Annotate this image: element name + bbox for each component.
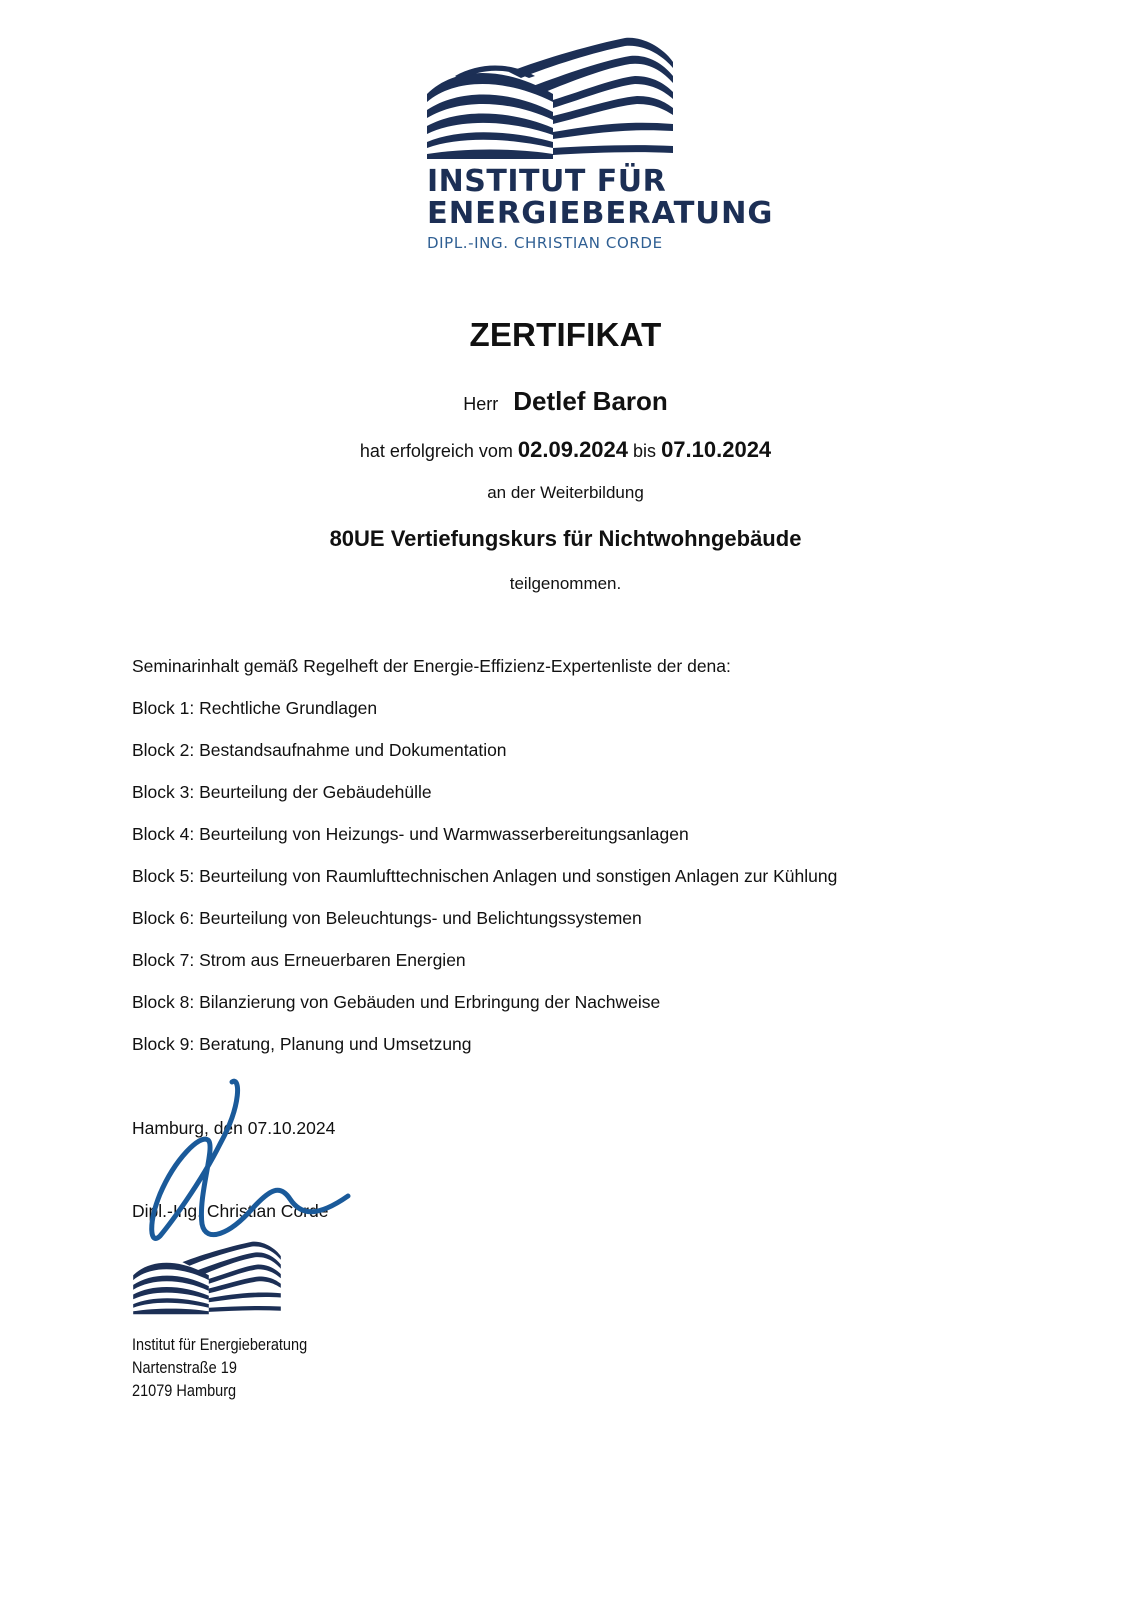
block-item: Block 2: Bestandsaufnahme und Dokumentation	[132, 740, 507, 760]
handwritten-signature	[140, 1074, 360, 1244]
institute-address	[132, 1334, 307, 1403]
address-street: Nartenstraße 19	[132, 1359, 237, 1377]
address-name: Institut für Energieberatung	[132, 1336, 308, 1354]
institute-logo	[425, 36, 785, 258]
address-city: 21079 Hamburg	[132, 1382, 237, 1400]
block-item: Block 5: Beurteilung von Raumlufttechnischen Anlagen und sonstigen Anlagen zur Kühlung	[132, 866, 838, 886]
logo-title-line2: ENERGIEBERATUNG	[427, 196, 774, 231]
logo-subtitle: DIPL.-ING. CHRISTIAN CORDE	[427, 234, 663, 252]
participation-text: teilgenommen.	[509, 574, 622, 593]
content-heading: Seminarinhalt gemäß Regelheft der Energie-Effizienz-Expertenliste der dena:	[132, 656, 731, 676]
place-date: Hamburg, den 07.10.2024	[132, 1118, 336, 1138]
block-item: Block 6: Beurteilung von Beleuchtungs- und Belichtungssystemen	[132, 908, 642, 928]
logo-title-line1: INSTITUT FÜR	[427, 164, 667, 199]
period-prefix: hat erfolgreich vom	[359, 441, 513, 461]
block-item: Block 8: Bilanzierung von Gebäuden und Erbringung der Nachweise	[132, 992, 661, 1012]
building-waves-icon	[132, 1240, 282, 1316]
period-mid: bis	[633, 441, 657, 461]
building-waves-icon	[425, 36, 675, 161]
period-line	[0, 437, 1131, 463]
salutation: Herr	[463, 394, 499, 414]
start-date: 02.09.2024	[517, 437, 629, 462]
course-intro: an der Weiterbildung	[487, 483, 644, 502]
block-item: Block 1: Rechtliche Grundlagen	[132, 698, 378, 718]
signer-name: Dipl.-Ing. Christian Corde	[132, 1201, 329, 1221]
recipient-line	[0, 386, 1131, 417]
recipient-name: Detlef Baron	[513, 386, 668, 416]
block-item: Block 9: Beratung, Planung und Umsetzung	[132, 1034, 472, 1054]
block-item: Block 3: Beurteilung der Gebäudehülle	[132, 782, 432, 802]
end-date: 07.10.2024	[661, 437, 772, 462]
certificate-title: ZERTIFIKAT	[469, 316, 662, 353]
block-item: Block 7: Strom aus Erneuerbaren Energien	[132, 950, 466, 970]
block-item: Block 4: Beurteilung von Heizungs- und Warmwasserbereitungsanlagen	[132, 824, 689, 844]
course-title: 80UE Vertiefungskurs für Nichtwohngebäude	[329, 526, 802, 551]
